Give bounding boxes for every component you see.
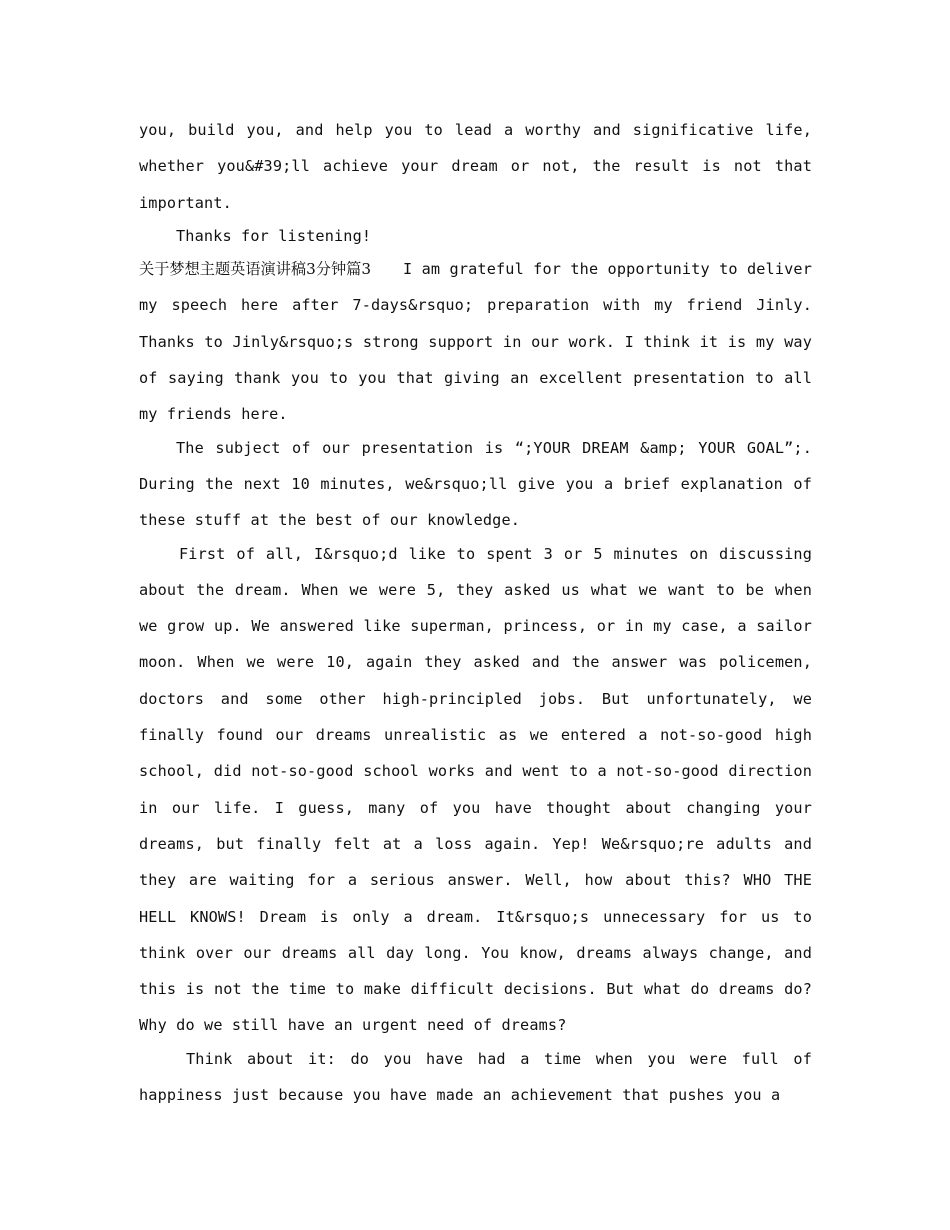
paragraph-think-about-it: Think about it: do you have had a time when you were full of happiness just because you have made an achievement that pushes you a	[139, 1049, 812, 1105]
paragraph-dream-discussion: First of all, I&rsquo;d like to spent 3 or 5 minutes on discussing about the dream. When we were 5, they asked us what we want to be when we grow up. We answered like superman, princess, or in my case, a sailor moon. When we were 10, again they asked and the answer was policemen, doctors and some other high-principled jobs. But unfortunately, we finally found our dreams unrealistic as we entered a not-so-good high school, did not-so-good school works and went to a not-so-good direction in our life. I guess, many of you have thought about changing your dreams, but finally felt at a loss again. Yep! We&rsquo;re adults and they are waiting for a serious answer. Well, how about this? WHO THE HELL KNOWS! Dream is only a dream. It&rsquo;s unnecessary for us to think over our dreams all day long. You know, dreams always change, and this is not the time to make difficult decisions. But what do dreams do? Why do we still have an urgent need of dreams?	[139, 544, 812, 1035]
paragraph-continuation: you, build you, and help you to lead a worthy and significative life, whether you&#39;ll achieve your dream or not, the result is not that important.	[139, 121, 812, 212]
paragraph-section-3	[139, 251, 812, 432]
section-3-body: I am grateful for the opportunity to deliver my speech here after 7-days&rsquo; preparation with my friend Jinly. Thanks to Jinly&rsquo;s strong support in our work. I think it is my way of saying thank you to you that giving an excellent presentation to all my friends here.	[139, 260, 813, 424]
section-heading: 关于梦想主题英语演讲稿3分钟篇3	[139, 260, 372, 279]
paragraph-thanks: Thanks for listening!	[176, 226, 372, 245]
document-page	[139, 112, 812, 1113]
paragraph-subject: The subject of our presentation is “;YOUR DREAM &amp; YOUR GOAL”;. During the next 10 minutes, we&rsquo;ll give you a brief explanation of these stuff at the best of our knowledge.	[139, 438, 812, 530]
